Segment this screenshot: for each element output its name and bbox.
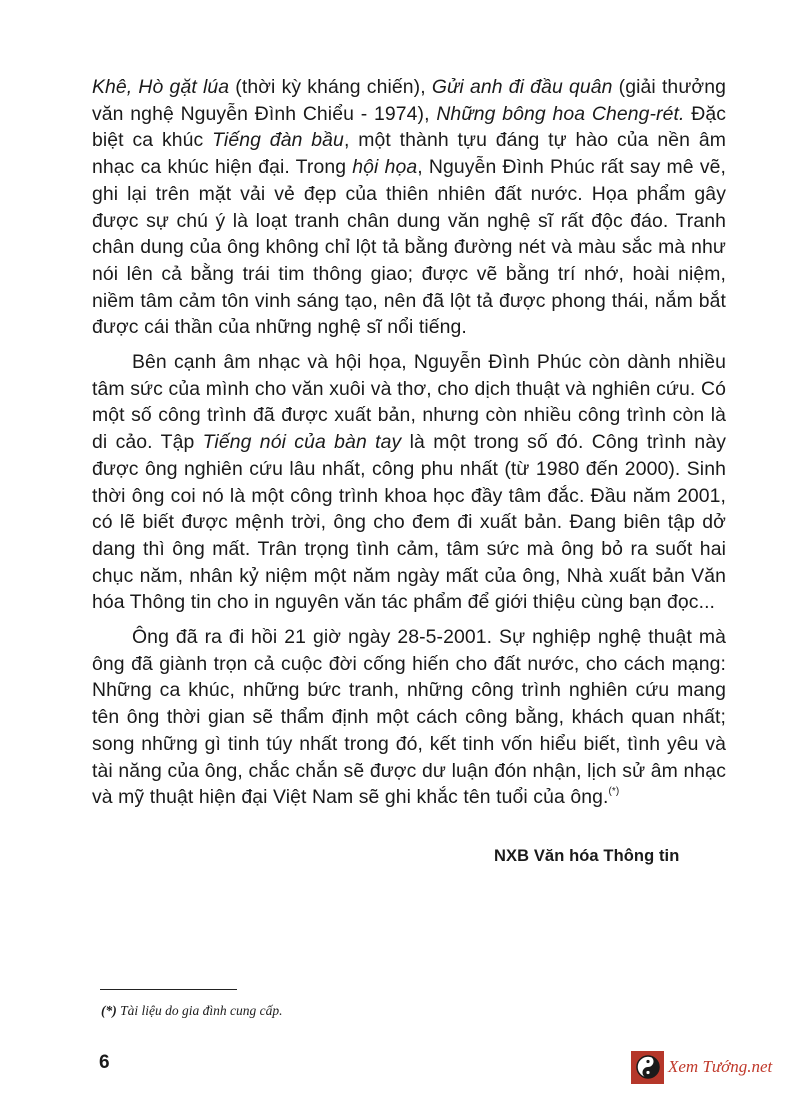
paragraph [92,624,726,811]
text-run: (thời kỳ kháng chiến), [229,76,432,98]
watermark-text: Xem Tướng.net [668,1057,773,1076]
text-run: , một thành tựu đáng tự hào của nền âm nhạc ca khúc hiện đại. Trong [92,129,726,179]
italic-title: hội họa [352,156,418,179]
yin-yang-icon [631,1051,664,1084]
paragraph [92,349,726,616]
footnote-text: Tài liệu do gia đình cung cấp. [116,1003,283,1018]
paragraph [92,74,726,341]
footnote [101,1003,283,1019]
text-run: là một trong số đó. Công trình này được ông nghiên cứu lâu nhất, công phu nhất (từ 1980 đến 2000). Sinh thời ông coi nó là một công trình khoa học đầy tâm đắc. Đầu năm 2001, có lẽ biết được mệnh trời, ông cho đem đi xuất bản. Đang biên tập dở dang thì ông mất. Trân trọng tình cảm, tâm sức mà ông bỏ ra suốt hai chục năm, nhân kỷ niệm một năm ngày mất của ông, Nhà xuất bản Văn hóa Thông tin cho in nguyên văn tác phẩm để giới thiệu cùng bạn đọc... [92,431,726,614]
text-run: Ông đã ra đi hồi 21 giờ ngày 28-5-2001. Sự nghiệp nghệ thuật mà ông đã giành trọn cả cuộc đời cống hiến cho đất nước, cho cách mạng: Những ca khúc, những bức tranh, những công trình nghiên cứu mang tên ông thời gian sẽ thẩm định một cách công bằng, khách quan nhất; song những gì tinh túy nhất trong đó, kết tinh vốn hiểu biết, tình yêu và tài năng của ông, chắc chắn sẽ được dư luận đón nhận, lịch sử âm nhạc và mỹ thuật hiện đại Việt Nam sẽ ghi khắc tên tuổi của ông. [92,626,726,809]
page-number: 6 [99,1052,110,1073]
footnote-divider [100,989,237,990]
publisher-signature: NXB Văn hóa Thông tin [494,847,680,865]
watermark-logo [631,1049,772,1085]
italic-title: Tiếng đàn bầu [212,129,344,152]
italic-title: Khê, Hò gặt lúa [92,76,230,98]
italic-title: Tiếng nói của bàn tay [202,431,402,454]
footnote-mark: (*) [101,1003,117,1018]
footnote-reference: (*) [608,786,620,798]
text-run: , Nguyễn Đình Phúc rất say mê vẽ, ghi lại trên mặt vải vẻ đẹp của thiên nhiên đất nước. Họa phẩm gây được sự chú ý là loạt tranh chân dung văn nghệ sĩ rất độc đáo. Tranh chân dung của ông không chỉ lột tả bằng đường nét và màu sắc mà như nói lên cả bằng trái tim thông giao; được vẽ bằng trí nhớ, hoài niệm, niềm tâm cảm tôn vinh sáng tạo, nên đã lột tả được phong thái, nắm bắt được cái thần của những nghệ sĩ nổi tiếng. [92,156,727,339]
article-body [92,74,726,811]
text-run: Đặc biệt ca khúc [92,102,726,152]
italic-title: Những bông hoa Cheng-rét. [436,102,685,125]
text-run: (giải thưởng văn nghệ Nguyễn Đình Chiểu - 1974), [92,76,726,125]
text-run: Bên cạnh âm nhạc và hội họa, Nguyễn Đình Phúc còn dành nhiều tâm sức của mình cho văn xuôi và thơ, cho dịch thuật và nghiên cứu. Có một số công trình đã được xuất bản, nhưng còn nhiều công trình còn là di cảo. Tập [92,351,726,454]
italic-title: Gửi anh đi đầu quân [431,76,613,98]
